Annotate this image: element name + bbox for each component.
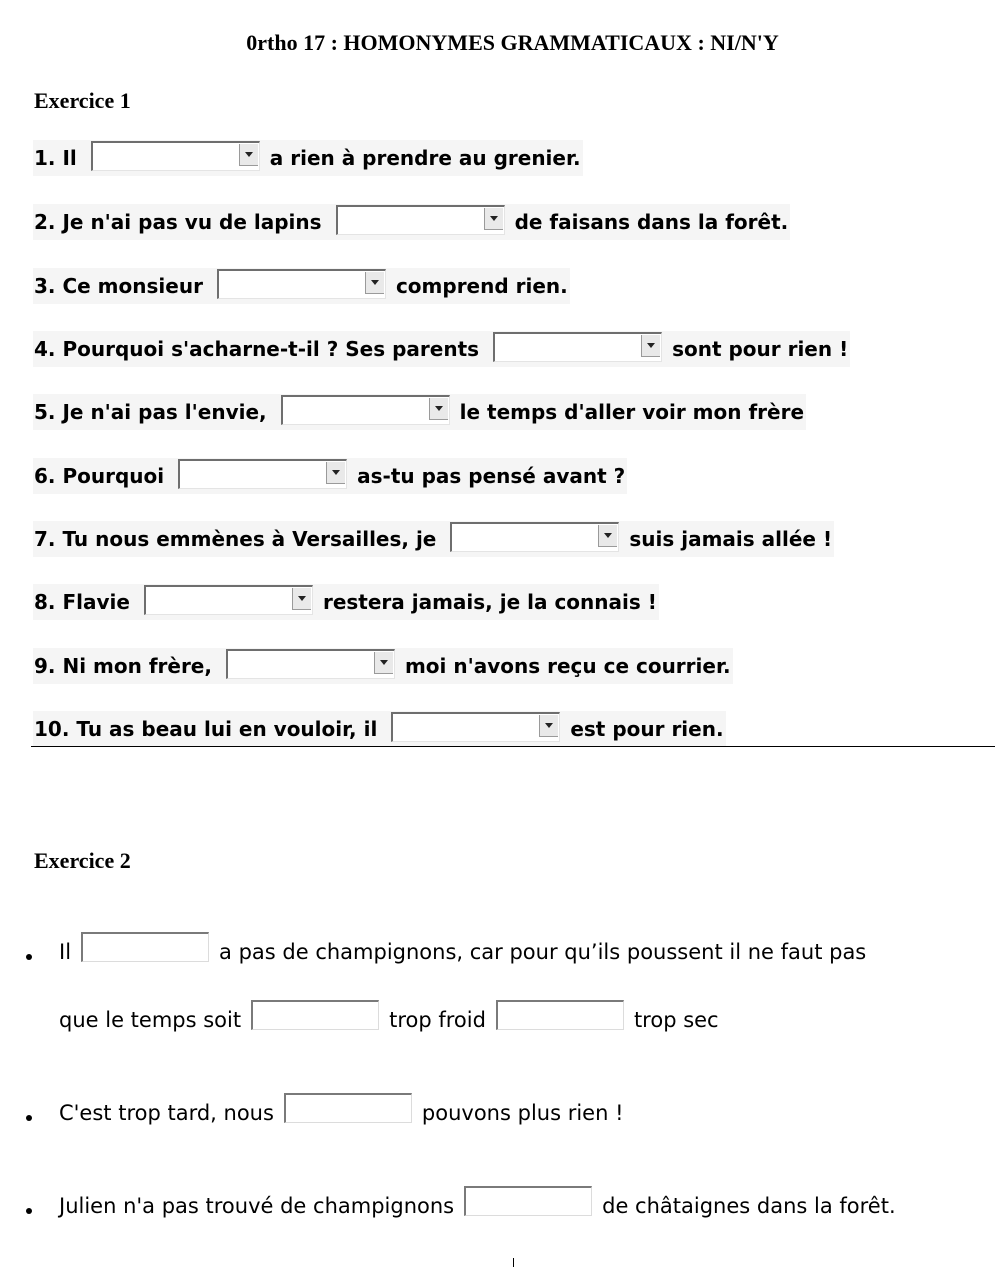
answer-select[interactable] <box>336 205 505 235</box>
question-2 <box>33 204 790 240</box>
question-text-after: suis jamais allée ! <box>629 527 833 551</box>
question-6 <box>33 458 627 494</box>
answer-input[interactable] <box>251 1000 379 1030</box>
chevron-down-icon[interactable] <box>429 398 448 420</box>
bullet-icon <box>26 1208 32 1214</box>
exercise2-item-1-line-1 <box>59 940 866 964</box>
exercise2-item-1-line-2 <box>59 1008 719 1032</box>
question-text-before: 5. Je n'ai pas l'envie, <box>34 400 267 424</box>
exercise2-item-3 <box>59 1194 896 1218</box>
question-9 <box>33 648 733 684</box>
question-text-before: 3. Ce monsieur <box>34 274 203 298</box>
question-text-after: comprend rien. <box>395 274 568 298</box>
chevron-down-icon[interactable] <box>239 144 258 166</box>
exercise-1-heading: Exercice 1 <box>34 88 131 113</box>
question-text-after: a rien à prendre au grenier. <box>269 146 581 170</box>
answer-select[interactable] <box>217 269 386 299</box>
answer-select[interactable] <box>391 712 560 742</box>
sentence-text: de châtaignes dans la forêt. <box>602 1194 896 1218</box>
answer-select[interactable] <box>281 395 450 425</box>
question-1 <box>33 140 583 176</box>
question-3 <box>33 268 570 304</box>
sentence-text: a pas de champignons, car pour qu’ils poussent il ne faut pas <box>219 940 867 964</box>
question-text-before: 9. Ni mon frère, <box>34 654 212 678</box>
question-text-before: 10. Tu as beau lui en vouloir, il <box>34 717 378 741</box>
question-text-after: de faisans dans la forêt. <box>514 210 789 234</box>
question-text-before: 6. Pourquoi <box>34 464 165 488</box>
sentence-text: C'est trop tard, nous <box>59 1101 274 1125</box>
question-5 <box>33 394 806 430</box>
sentence-text: que le temps soit <box>59 1008 242 1032</box>
answer-input[interactable] <box>81 932 209 962</box>
answer-select[interactable] <box>144 585 313 615</box>
exercise-2-heading: Exercice 2 <box>34 848 131 873</box>
chevron-down-icon[interactable] <box>326 462 345 484</box>
question-text-after: as-tu pas pensé avant ? <box>357 464 626 488</box>
section-divider <box>31 746 995 747</box>
sentence-text: trop froid <box>389 1008 486 1032</box>
sentence-text: Il <box>59 940 72 964</box>
chevron-down-icon[interactable] <box>365 272 384 294</box>
page-title: 0rtho 17 : HOMONYMES GRAMMATICAUX : NI/N'Y <box>246 30 779 55</box>
answer-select[interactable] <box>450 522 619 552</box>
question-8 <box>33 584 659 620</box>
question-text-before: 1. Il <box>34 146 77 170</box>
question-text-before: 7. Tu nous emmènes à Versailles, je <box>34 527 437 551</box>
question-text-after: restera jamais, je la connais ! <box>322 590 657 614</box>
sentence-text: trop sec <box>633 1008 719 1032</box>
answer-select[interactable] <box>493 332 662 362</box>
bullet-icon <box>26 954 32 960</box>
answer-input[interactable] <box>284 1093 412 1123</box>
sentence-text: pouvons plus rien ! <box>421 1101 624 1125</box>
answer-input[interactable] <box>496 1000 624 1030</box>
question-text-before: 4. Pourquoi s'acharne-t-il ? Ses parents <box>34 337 480 361</box>
answer-input[interactable] <box>464 1186 592 1216</box>
chevron-down-icon[interactable] <box>598 525 617 547</box>
question-4 <box>33 331 850 367</box>
exercise2-item-2 <box>59 1101 624 1125</box>
text-cursor <box>513 1258 514 1267</box>
question-text-before: 2. Je n'ai pas vu de lapins <box>34 210 322 234</box>
question-7 <box>33 521 834 557</box>
chevron-down-icon[interactable] <box>484 208 503 230</box>
answer-select[interactable] <box>226 649 395 679</box>
answer-select[interactable] <box>178 459 347 489</box>
chevron-down-icon[interactable] <box>641 335 660 357</box>
question-text-after: moi n'avons reçu ce courrier. <box>404 654 731 678</box>
question-10 <box>33 711 726 747</box>
chevron-down-icon[interactable] <box>539 715 558 737</box>
chevron-down-icon[interactable] <box>292 588 311 610</box>
question-text-after: sont pour rien ! <box>672 337 849 361</box>
question-text-after: le temps d'aller voir mon frère <box>459 400 805 424</box>
sentence-text: Julien n'a pas trouvé de champignons <box>59 1194 455 1218</box>
bullet-icon <box>26 1115 32 1121</box>
question-text-before: 8. Flavie <box>34 590 130 614</box>
chevron-down-icon[interactable] <box>374 652 393 674</box>
answer-select[interactable] <box>91 141 260 171</box>
question-text-after: est pour rien. <box>570 717 724 741</box>
